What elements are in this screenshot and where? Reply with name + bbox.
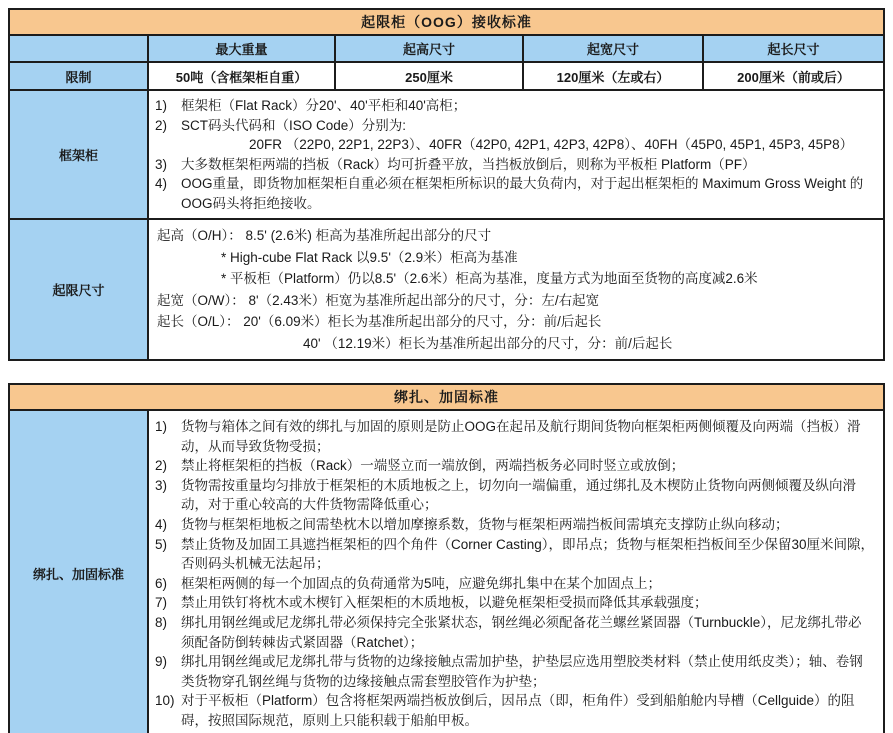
- table2-title: 绑扎、加固标准: [10, 385, 883, 409]
- high-cube-line: * High-cube Flat Rack 以9.5'（2.9米）柜高为基准: [221, 249, 518, 265]
- list-item-text: SCT码头代码和（ISO Code）分别为:: [181, 117, 407, 133]
- list-item: [155, 174, 875, 213]
- lashing-standards-table: [8, 383, 885, 733]
- lashing-rules-row-label: 绑扎、加固标准: [10, 411, 147, 733]
- list-item-number: 3): [155, 477, 168, 493]
- list-item-text: 框架柜两侧的每一个加固点的负荷通常为5吨，应避免绑扎集中在某个加固点上；: [181, 575, 662, 591]
- table1-title: 起限柜（OOG）接收标准: [10, 10, 883, 34]
- list-item-text: 禁止用铁钉将枕木或木楔钉入框架柜的木质地板，以避免框架柜受损而降低其承载强度；: [181, 595, 708, 611]
- list-item-number: 7): [155, 595, 168, 611]
- list-item-number: 9): [155, 654, 168, 670]
- header-cell-over-length: 起长尺寸: [702, 36, 883, 61]
- list-item: [155, 535, 875, 574]
- header-cell-over-height: 起高尺寸: [334, 36, 522, 61]
- list-item-text: 绑扎用钢丝绳或尼龙绑扎带必须保持完全张紧状态，钢丝绳必须配备花兰螺丝紧固器（Turnbuckle），尼龙绑扎带必须配备防倒转棘齿式紧固器（Ratchet）；: [181, 614, 862, 650]
- list-item-number: 10): [155, 693, 175, 709]
- limit-over-height-value: 250厘米: [334, 63, 522, 89]
- header-cell-empty: [10, 36, 147, 61]
- list-item: [155, 593, 875, 613]
- list-item: [155, 456, 875, 476]
- list-item-text: 大多数框架柜两端的挡板（Rack）均可折叠平放，当挡板放倒后，则称为平板柜 Platform（PF）: [181, 156, 756, 172]
- over-length-line: 起长（O/L）： 20'（6.09米）柜长为基准所起出部分的尺寸，分：前/后起长: [157, 314, 602, 329]
- lashing-rules-list: [147, 411, 883, 733]
- oog-dimensions-row: [10, 218, 883, 359]
- list-item: [155, 652, 875, 691]
- platform-line: * 平板柜（Platform）仍以8.5'（2.6米）柜高为基准，度量方式为地面至货物的高度减2.6米: [221, 271, 758, 286]
- list-item: [155, 574, 875, 594]
- over-length-40ft-line: 40' （12.19米）柜长为基准所起出部分的尺寸，分：前/后起长: [303, 335, 673, 351]
- list-item-text: 货物与箱体之间有效的绑扎与加固的原则是防止OOG在起吊及航行期间货物向框架柜两侧倾覆及向两端（挡板）滑动，从而导致货物受损；: [181, 419, 861, 454]
- limit-over-length-value: 200厘米（前或后）: [702, 63, 883, 89]
- iso-codes-line: 20FR （22P0, 22P1, 22P3）、40FR（42P0, 42P1, 42P3, 42P8）、40FH（45P0, 45P1, 45P3, 45P8）: [249, 137, 854, 152]
- lashing-rules-row: [10, 409, 883, 733]
- oog-standards-table: [8, 8, 885, 361]
- list-item-text: 绑扎用钢丝绳或尼龙绑扎带与货物的边缘接触点需加护垫，护垫层应选用塑胶类材料（禁止使用纸皮类）；轴、卷钢类货物穿孔钢丝绳与货物的边缘接触点需套塑胶管作为护垫；: [181, 654, 863, 689]
- header-cell-max-weight: 最大重量: [147, 36, 334, 61]
- list-item-text: OOG重量，即货物加框架柜自重必须在框架柜所标识的最大负荷内，对于起出框架柜的 Maximum Gross Weight 的OOG码头将拒绝接收。: [181, 176, 864, 211]
- oog-dimensions-row-label: 起限尺寸: [10, 220, 147, 359]
- list-item-number: 4): [155, 176, 168, 191]
- list-item: [155, 116, 875, 136]
- limit-over-width-value: 120厘米（左或右）: [522, 63, 702, 89]
- list-item-number: 4): [155, 516, 168, 532]
- flat-rack-row: [10, 89, 883, 218]
- list-item-text: 对于平板柜（Platform）包含将框架两端挡板放倒后，因吊点（即，柜角件）受到船舶舱内导槽（Cellguide）的阻碍，按照国际规范，原则上只能积载于船舶甲板。: [181, 693, 855, 728]
- list-item-text: 禁止将框架柜的挡板（Rack）一端竖立而一端放倒，两端挡板务必同时竖立或放倒；: [181, 458, 685, 474]
- list-item-text: 货物需按重量均匀排放于框架柜的木质地板之上，切勿向一端偏重，通过绑扎及木楔防止货物向两侧倾覆及纵向滑动，对于重心较高的大件货物需降低重心；: [181, 477, 856, 513]
- list-item-number: 1): [155, 98, 168, 113]
- list-item-number: 1): [155, 419, 168, 434]
- oog-dimensions-notes: [147, 220, 883, 359]
- table1-header-row: [10, 34, 883, 61]
- list-item: [155, 417, 875, 456]
- list-item: [155, 691, 875, 730]
- over-height-line: 起高（O/H）： 8.5' (2.6米) 柜高为基准所起出部分的尺寸: [157, 228, 492, 243]
- limit-row-label: 限制: [10, 63, 147, 89]
- list-item: [155, 613, 875, 652]
- list-item-text: 货物与框架柜地板之间需垫枕木以增加摩擦系数，货物与框架柜两端挡板间需填充支撑防止纵向移动；: [181, 516, 789, 532]
- limit-max-weight-value: 50吨（含框架柜自重）: [147, 63, 334, 89]
- list-item-number: 2): [155, 458, 168, 474]
- header-cell-over-width: 起宽尺寸: [522, 36, 702, 61]
- list-item: [155, 155, 875, 175]
- list-item: [155, 515, 875, 535]
- list-item-text: 框架柜（Flat Rack）分20'、40'平柜和40'高柜；: [181, 98, 467, 113]
- flat-rack-row-label: 框架柜: [10, 91, 147, 218]
- list-item: [155, 96, 875, 116]
- list-item-number: 3): [155, 156, 168, 172]
- limit-row: [10, 61, 883, 89]
- list-item-number: 2): [155, 117, 168, 133]
- list-item-number: 5): [155, 536, 168, 552]
- table-gap: [0, 361, 893, 383]
- flat-rack-notes: [147, 91, 883, 218]
- over-width-line: 起宽（O/W）： 8'（2.43米）柜宽为基准所起出部分的尺寸，分：左/右起宽: [157, 292, 600, 308]
- list-item-text: 禁止货物及加固工具遮挡框架柜的四个角件（Corner Casting），即吊点；货物与框架柜挡板间至少保留30厘米间隙，否则码头机械无法起吊；: [181, 536, 875, 572]
- list-item-number: 8): [155, 614, 168, 630]
- list-item: [155, 476, 875, 515]
- list-item-number: 6): [155, 575, 168, 591]
